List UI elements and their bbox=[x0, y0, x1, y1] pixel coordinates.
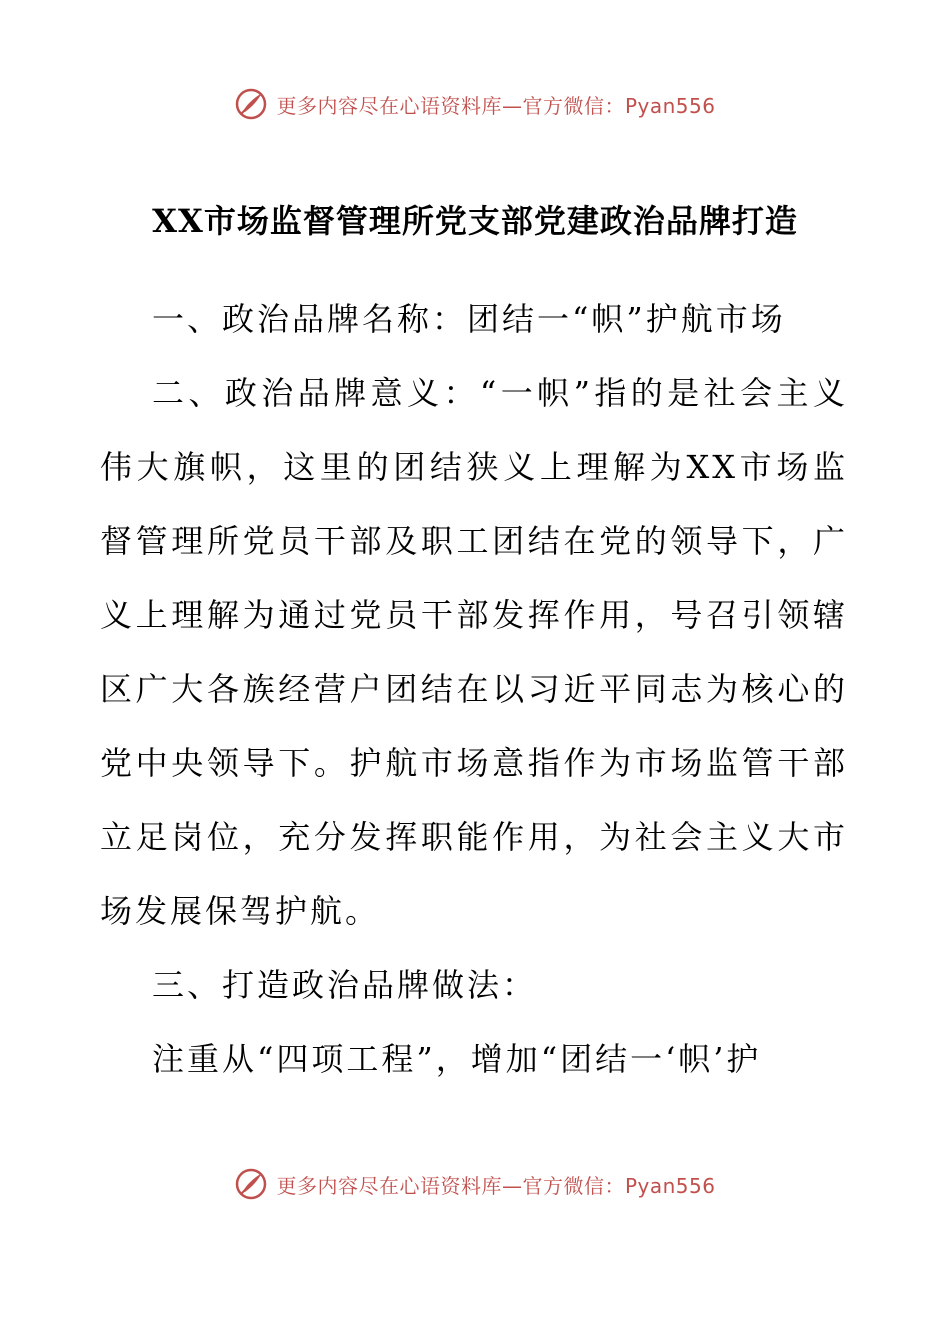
section-brand-meaning: 二、政治品牌意义：“一帜”指的是社会主义伟大旗帜，这里的团结狭义上理解为XX市场监督管理所党员干部及职工团结在党的领导下，广义上理解为通过党员干部发挥作用，号召引领辖区广大各族经营户团结在以习近平同志为核心的党中央领导下。护航市场意指作为市场监管干部立足岗位，充分发挥职能作用，为社会主义大市场发展保驾护航。 bbox=[100, 374, 848, 930]
header-watermark bbox=[0, 84, 950, 124]
footer-watermark bbox=[0, 1164, 950, 1204]
quill-seal-icon bbox=[234, 87, 268, 121]
watermark-text: 更多内容尽在心语资料库—官方微信：Pyan556 bbox=[276, 93, 716, 118]
document-title: XX市场监督管理所党支部党建政治品牌打造 bbox=[152, 202, 798, 240]
paragraph-four-projects: 注重从“四项工程”，增加“团结一‘帜’护 bbox=[152, 1040, 762, 1078]
section-brand-name: 一、政治品牌名称：团结一“帜”护航市场 bbox=[152, 300, 786, 338]
quill-seal-icon bbox=[234, 1167, 268, 1201]
section-brand-methods: 三、打造政治品牌做法： bbox=[152, 966, 538, 1004]
document-body bbox=[100, 282, 848, 1096]
watermark-text: 更多内容尽在心语资料库—官方微信：Pyan556 bbox=[276, 1173, 716, 1198]
